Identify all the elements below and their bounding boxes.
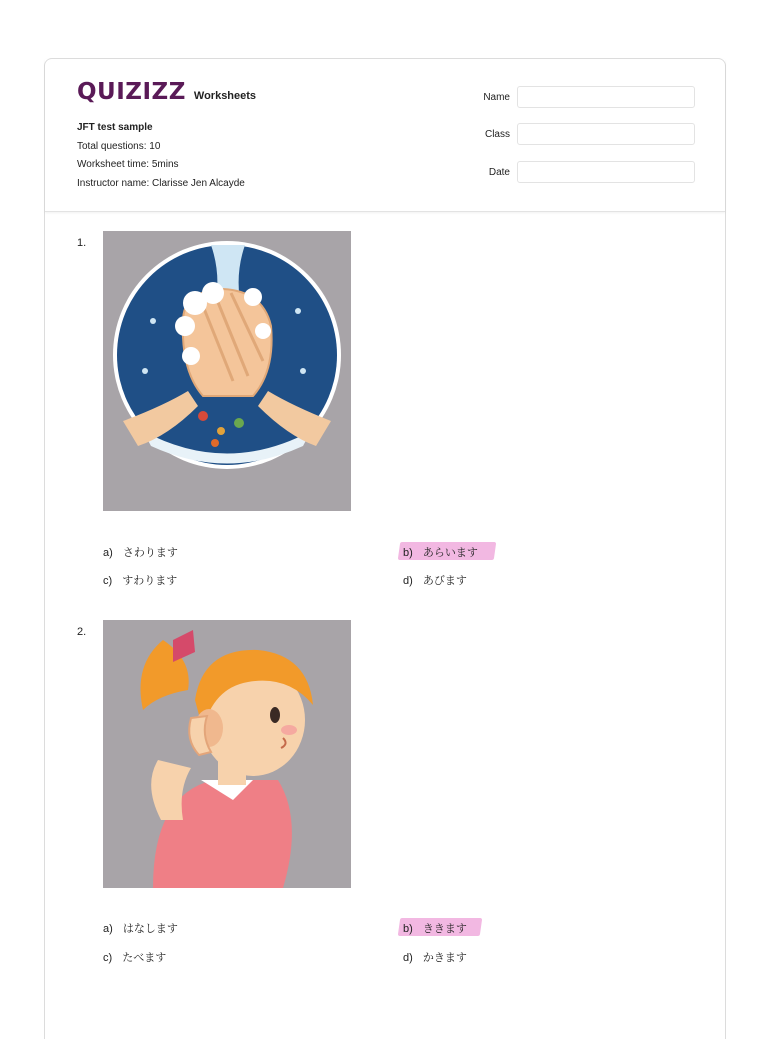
name-input[interactable]	[517, 86, 695, 108]
option-text: あらいます	[422, 547, 478, 559]
option-text: たべます	[122, 952, 167, 964]
date-field-row	[465, 161, 717, 183]
option-letter: b)	[403, 547, 413, 559]
option-letter: d)	[403, 575, 413, 587]
option-a[interactable]	[103, 544, 178, 560]
worksheet-title: JFT test sample	[77, 122, 153, 133]
date-label: Date	[488, 166, 510, 178]
option-letter: a)	[103, 547, 113, 559]
option-d[interactable]	[403, 949, 467, 965]
option-letter: c)	[103, 952, 113, 964]
option-letter: d)	[403, 952, 413, 964]
option-letter: a)	[103, 923, 113, 935]
quizizz-logo	[77, 79, 256, 105]
girl-listening-illustration	[103, 620, 351, 888]
option-text: さわります	[122, 547, 178, 559]
date-input[interactable]	[517, 161, 695, 183]
brand-wordmark: QUIZIZZ	[77, 79, 186, 105]
question-number: 2.	[77, 626, 87, 638]
option-b[interactable]	[403, 920, 467, 936]
option-text: かきます	[422, 952, 467, 964]
class-input[interactable]	[517, 123, 695, 145]
worksheet-info	[77, 119, 245, 193]
instructor-name: Instructor name: Clarisse Jen Alcayde	[77, 177, 245, 189]
class-label: Class	[484, 128, 510, 140]
option-letter: b)	[403, 923, 413, 935]
listening-image	[103, 620, 351, 888]
option-text: すわります	[122, 575, 178, 587]
brand-subtitle: Worksheets	[193, 90, 257, 102]
hand-washing-image	[103, 231, 351, 511]
worksheet-header	[45, 59, 725, 212]
question-number: 1.	[77, 237, 87, 249]
option-letter: c)	[103, 575, 113, 587]
name-field-row	[465, 86, 717, 108]
worksheet-time: Worksheet time: 5mins	[77, 159, 179, 170]
option-text: はなします	[122, 923, 178, 935]
option-text: ききます	[422, 923, 467, 935]
name-label: Name	[483, 91, 510, 103]
total-questions: Total questions: 10	[77, 140, 161, 152]
option-b[interactable]	[403, 544, 478, 560]
option-c[interactable]	[103, 572, 177, 588]
option-a[interactable]	[103, 920, 178, 936]
option-c[interactable]	[103, 949, 166, 965]
hand-washing-illustration	[103, 231, 351, 511]
option-d[interactable]	[403, 572, 467, 588]
option-text: あびます	[422, 575, 467, 587]
worksheet	[44, 58, 726, 1039]
class-field-row	[465, 123, 717, 145]
